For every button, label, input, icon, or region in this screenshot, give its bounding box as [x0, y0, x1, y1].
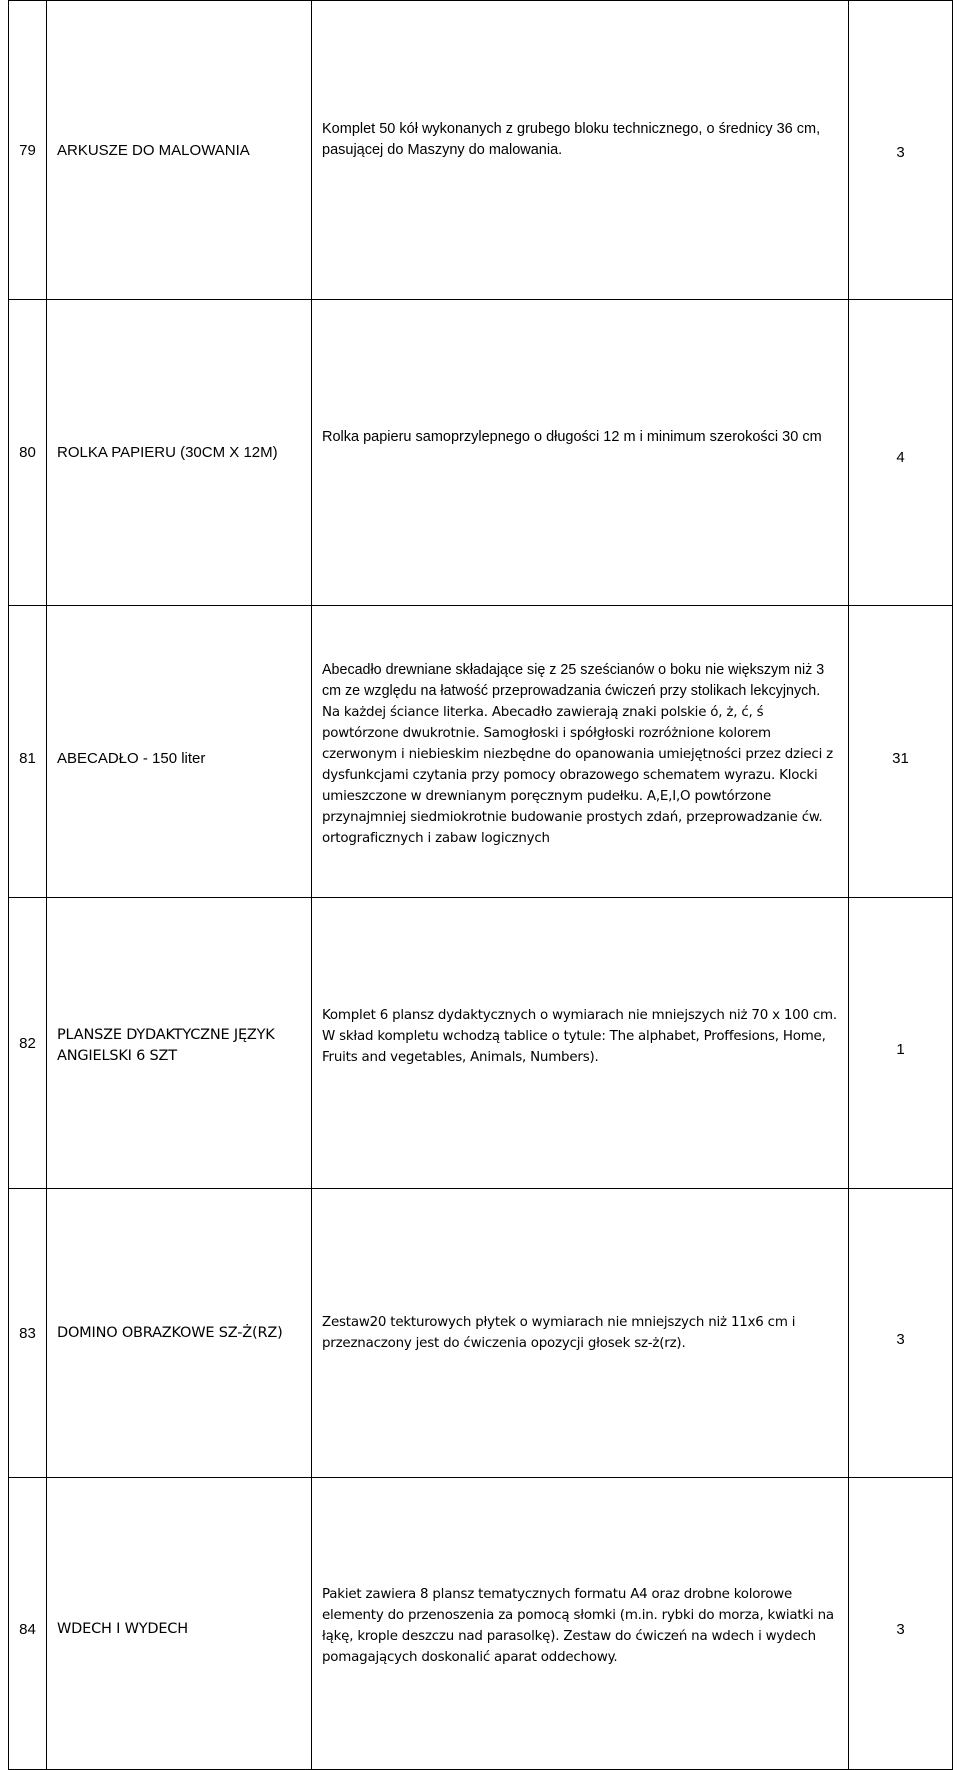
item-description-text-part1: Abecadło drewniane składające się z 25 sześcianów o boku nie większym niż 3 cm ze względu na łatwość przeprowadzania ćwiczeń przy stolikach lekcyjnych. — [322, 662, 825, 699]
item-description — [312, 300, 849, 606]
item-description — [312, 1189, 849, 1478]
item-quantity: 31 — [849, 606, 953, 898]
item-description-text: Pakiet zawiera 8 plansz tematycznych formatu A4 oraz drobne kolorowe elementy do przenoszenia za pomocą słomki (m.in. rybki do morza, kwiatki na łąkę, krople deszczu nad parasolkę). Zestaw do ćwiczeń na wdech i wydech pomagających doskonalić aparat oddechowy. — [322, 1586, 834, 1665]
table-row — [9, 1478, 953, 1770]
item-name: ROLKA PAPIERU (30CM X 12M) — [47, 300, 312, 606]
item-name: ARKUSZE DO MALOWANIA — [47, 1, 312, 300]
item-description-text: Rolka papieru samoprzylepnego o długości 12 m i minimum szerokości 30 cm — [322, 429, 822, 445]
item-description — [312, 1478, 849, 1770]
item-quantity: 4 — [849, 300, 953, 606]
item-number: 80 — [9, 300, 47, 606]
item-description-text: Komplet 50 kół wykonanych z grubego bloku technicznego, o średnicy 36 cm, pasującej do Maszyny do malowania. — [322, 121, 821, 158]
table-row — [9, 898, 953, 1189]
item-name: DOMINO OBRAZKOWE SZ-Ż(RZ) — [47, 1189, 312, 1478]
item-quantity: 3 — [849, 1478, 953, 1770]
item-description-text: Komplet 6 plansz dydaktycznych o wymiarach nie mniejszych niż 70 x 100 cm. W skład kompletu wchodzą tablice o tytule: The alphabet, Proffesions, Home, Fruits and vegetables, Animals, Numbers). — [322, 1007, 837, 1065]
item-name: WDECH I WYDECH — [47, 1478, 312, 1770]
product-spec-table — [8, 0, 953, 1770]
item-number: 82 — [9, 898, 47, 1189]
table-row — [9, 300, 953, 606]
item-name: PLANSZE DYDAKTYCZNE JĘZYK ANGIELSKI 6 SZT — [47, 898, 312, 1189]
item-description-text-part2: Na każdej ściance literka. Abecadło zawierają znaki polskie ó, ż, ć, ś powtórzone dwukrotnie. Samogłoski i spółgłoski rozróżnione kolorem czerwonym i niebieskim niezbędne do opanowania umiejętności przez dzieci z dysfunkcjami czytania przy pomocy obrazowego schematem wyrazu. Klocki umieszczone w drewnianym poręcznym pudełku. A,E,I,O powtórzone przynajmniej siedmiokrotnie budowanie prostych zdań, przeprowadzanie ćw. ortograficznych i zabaw logicznych — [322, 705, 833, 846]
item-description — [312, 1, 849, 300]
item-description — [312, 898, 849, 1189]
item-quantity: 3 — [849, 1189, 953, 1478]
table-row — [9, 1, 953, 300]
item-number: 83 — [9, 1189, 47, 1478]
item-number: 79 — [9, 1, 47, 300]
table-row — [9, 1189, 953, 1478]
item-number: 84 — [9, 1478, 47, 1770]
item-description — [312, 606, 849, 898]
item-quantity: 3 — [849, 1, 953, 300]
item-name: ABECADŁO - 150 liter — [47, 606, 312, 898]
table-row — [9, 606, 953, 898]
item-description-text: Zestaw20 tekturowych płytek o wymiarach nie mniejszych niż 11x6 cm i przeznaczony jest do ćwiczenia opozycji głosek sz-ż(rz). — [322, 1315, 796, 1351]
item-quantity: 1 — [849, 898, 953, 1189]
item-number: 81 — [9, 606, 47, 898]
